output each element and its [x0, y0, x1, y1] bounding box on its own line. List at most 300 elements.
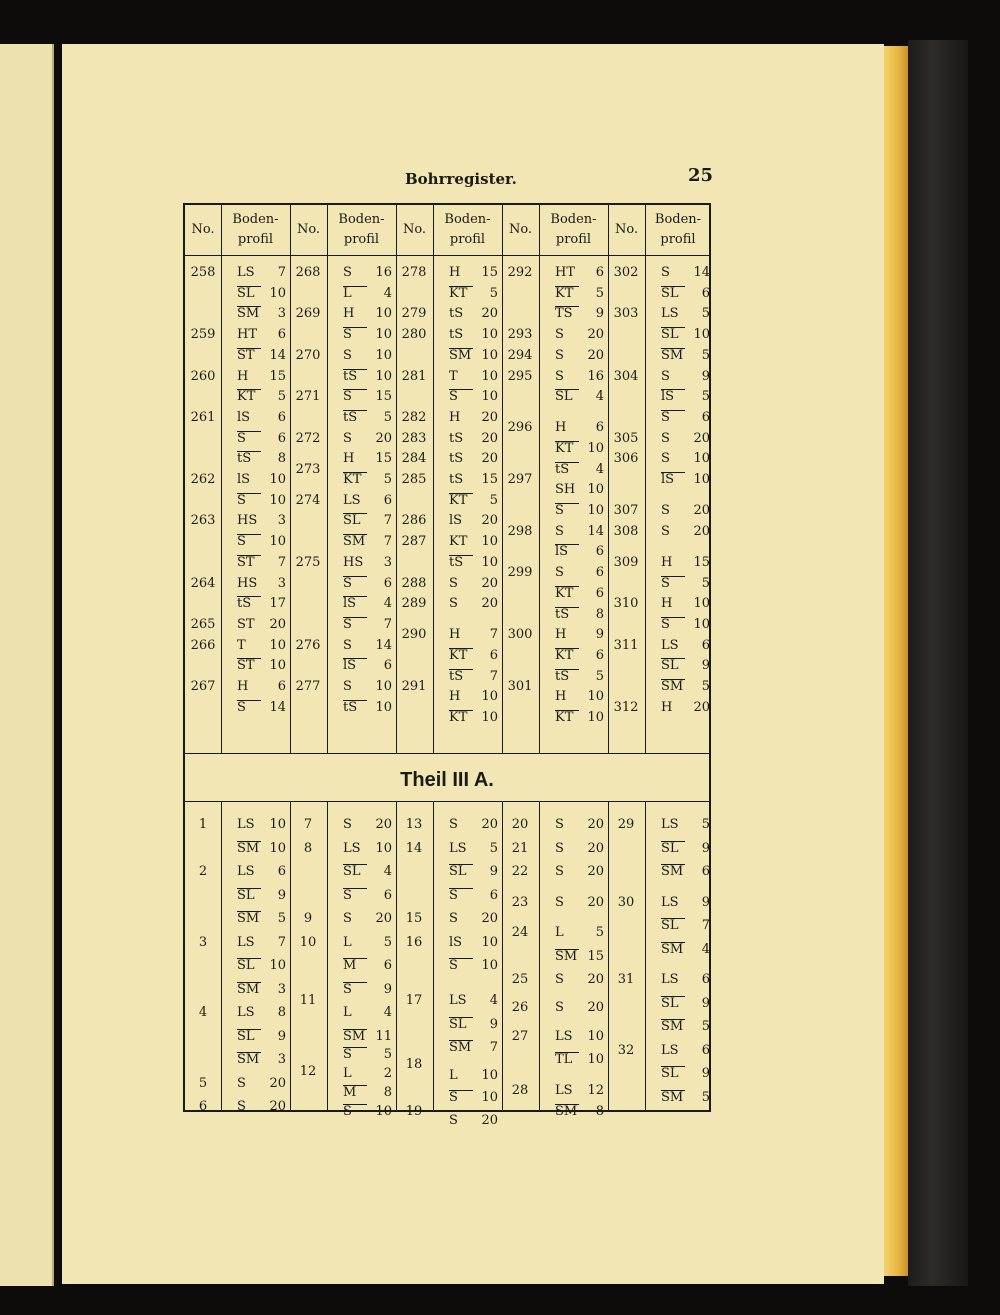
- upper-bore-number: 264: [190, 575, 216, 591]
- lower-profile-entry: [343, 1029, 392, 1044]
- soil-code: H: [343, 451, 355, 467]
- lower-profile-entry: [555, 817, 604, 832]
- soil-code: SL: [449, 864, 473, 878]
- soil-code: S: [343, 982, 367, 996]
- depth-value: 6: [277, 327, 286, 343]
- soil-code: SL: [343, 864, 367, 878]
- soil-code: S: [449, 1113, 458, 1129]
- upper-profile-entry: [661, 327, 710, 342]
- upper-bore-number: 303: [613, 306, 639, 322]
- soil-code: S: [343, 888, 367, 902]
- upper-profile-entry: [661, 451, 710, 466]
- upper-profile-entry: [343, 348, 392, 363]
- depth-value: 10: [693, 327, 710, 343]
- upper-profile-entry: [449, 555, 498, 570]
- depth-value: 14: [269, 699, 286, 715]
- soil-code: KT: [555, 710, 579, 724]
- lower-bore-number: 4: [198, 1005, 208, 1020]
- lower-profile-entry: [343, 888, 392, 903]
- soil-code: KT: [237, 389, 261, 403]
- soil-code: lS: [661, 389, 685, 403]
- upper-profile-entry: [237, 389, 286, 404]
- soil-code: H: [449, 409, 461, 425]
- upper-profile-entry: [449, 710, 498, 725]
- lower-bore-number: 14: [405, 840, 423, 856]
- soil-code: LS: [555, 1082, 573, 1098]
- header-no: No.: [508, 222, 533, 237]
- soil-code: SM: [449, 1040, 472, 1056]
- soil-code: lS: [449, 513, 463, 529]
- soil-code: L: [343, 1005, 352, 1020]
- depth-value: 6: [595, 647, 604, 663]
- soil-code: SM: [555, 1103, 578, 1119]
- soil-code: S: [661, 410, 685, 424]
- depth-value: 15: [375, 451, 392, 467]
- soil-code: SM: [555, 948, 578, 964]
- upper-bore-number: 309: [613, 554, 639, 570]
- soil-code: S: [449, 575, 458, 591]
- depth-value: 7: [277, 265, 286, 280]
- upper-profile-entry: [661, 524, 710, 539]
- header-profile-line-1: Boden-: [654, 212, 702, 227]
- upper-bore-number: 269: [295, 306, 321, 322]
- upper-profile-entry: [343, 493, 392, 508]
- soil-code: S: [661, 503, 670, 519]
- soil-code: LS: [343, 492, 361, 508]
- upper-profile-entry: [555, 482, 604, 497]
- section-rule-top: [185, 753, 709, 754]
- lower-profile-entry: [661, 996, 710, 1011]
- soil-code: lS: [449, 934, 463, 950]
- header-no: No.: [191, 222, 215, 237]
- soil-code: S: [343, 265, 352, 280]
- header-profile-line-2: profil: [343, 232, 380, 247]
- upper-profile-entry: [343, 265, 392, 280]
- depth-value: 10: [375, 840, 392, 856]
- lower-profile-entry: [661, 864, 710, 879]
- soil-code: LS: [343, 840, 361, 856]
- soil-code: lS: [237, 472, 251, 487]
- soil-code: tS: [555, 607, 579, 621]
- depth-value: 16: [375, 265, 392, 280]
- soil-code: S: [343, 327, 367, 341]
- lower-profile-entry: [449, 1040, 498, 1055]
- soil-code: S: [555, 817, 564, 832]
- column-rule: [645, 801, 646, 1110]
- soil-code: LS: [237, 934, 255, 950]
- soil-code: TL: [555, 1052, 579, 1066]
- depth-value: 6: [277, 864, 286, 879]
- soil-code: S: [555, 565, 564, 581]
- soil-code: SL: [661, 327, 685, 341]
- depth-value: 14: [375, 637, 392, 653]
- upper-profile-entry: [449, 286, 498, 301]
- depth-value: 7: [489, 668, 498, 684]
- depth-value: 20: [481, 575, 498, 591]
- depth-value: 6: [277, 409, 286, 425]
- soil-code: SM: [661, 864, 684, 879]
- upper-profile-entry: [661, 389, 710, 404]
- soil-code: H: [237, 368, 249, 384]
- column-rule: [433, 801, 434, 1110]
- lower-bore-number: 26: [511, 1000, 529, 1016]
- depth-value: 10: [375, 679, 392, 694]
- depth-value: 20: [587, 347, 604, 363]
- upper-profile-entry: [555, 265, 604, 280]
- upper-profile-entry: [343, 431, 392, 446]
- depth-value: 9: [489, 864, 498, 879]
- lower-bore-number: 24: [511, 925, 529, 941]
- header-no: No.: [402, 222, 427, 237]
- soil-code: SM: [237, 1052, 260, 1067]
- lower-profile-entry: [661, 895, 710, 910]
- upper-profile-entry: [343, 389, 392, 404]
- upper-bore-number: 281: [401, 368, 427, 384]
- header-profile-line-1: Boden-: [550, 212, 597, 227]
- soil-code: S: [449, 596, 458, 612]
- soil-code: S: [555, 840, 564, 856]
- depth-value: 6: [277, 679, 286, 694]
- soil-code: tS: [449, 555, 473, 569]
- upper-bore-number: 296: [507, 420, 533, 436]
- lower-bore-number: 17: [405, 993, 423, 1009]
- upper-profile-entry: [555, 627, 604, 642]
- lower-bore-number: 5: [198, 1075, 208, 1091]
- upper-profile-entry: [237, 513, 286, 528]
- header-rule: [185, 255, 709, 256]
- upper-profile-entry: [449, 327, 498, 342]
- lower-profile-entry: [343, 1047, 392, 1062]
- soil-code: HS: [343, 554, 364, 570]
- depth-value: 6: [595, 544, 604, 560]
- upper-profile-entry: [661, 679, 710, 694]
- depth-value: 10: [269, 472, 286, 487]
- depth-value: 10: [375, 327, 392, 343]
- upper-profile-entry: [661, 658, 710, 673]
- soil-code: SL: [237, 958, 261, 972]
- upper-profile-entry: [555, 306, 604, 321]
- upper-profile-entry: [237, 638, 286, 653]
- upper-profile-entry: [661, 348, 710, 363]
- depth-value: 6: [383, 958, 392, 973]
- soil-code: SL: [237, 1029, 261, 1043]
- soil-code: LS: [237, 864, 255, 879]
- depth-value: 10: [587, 482, 604, 498]
- soil-code: S: [661, 576, 685, 590]
- depth-value: 5: [701, 347, 710, 363]
- depth-value: 20: [693, 699, 710, 715]
- lower-profile-entry: [237, 841, 286, 856]
- lower-bore-number: 32: [617, 1042, 635, 1058]
- depth-value: 10: [481, 389, 498, 405]
- upper-bore-number: 290: [401, 627, 427, 643]
- upper-bore-number: 306: [613, 451, 639, 467]
- upper-profile-entry: [343, 306, 392, 321]
- soil-code: LS: [661, 637, 679, 653]
- depth-value: 10: [587, 503, 604, 519]
- header-no: No.: [296, 222, 321, 237]
- lower-bore-number: 9: [303, 911, 313, 926]
- lower-bore-number: 8: [303, 840, 313, 856]
- soil-code: S: [343, 1104, 367, 1118]
- depth-value: 7: [489, 1040, 498, 1056]
- depth-value: 10: [693, 451, 710, 467]
- upper-bore-number: 292: [507, 265, 533, 280]
- lower-profile-entry: [661, 1066, 710, 1081]
- lower-profile-entry: [661, 817, 710, 832]
- depth-value: 10: [375, 699, 392, 715]
- lower-profile-entry: [449, 1017, 498, 1032]
- lower-profile-entry: [343, 982, 392, 997]
- depth-value: 20: [587, 1000, 604, 1016]
- depth-value: 5: [277, 389, 286, 405]
- depth-value: 5: [595, 925, 604, 941]
- upper-profile-entry: [343, 286, 392, 301]
- soil-code: TS: [555, 306, 579, 320]
- upper-bore-number: 293: [507, 327, 533, 343]
- soil-code: lS: [343, 658, 367, 672]
- depth-value: 4: [383, 285, 392, 301]
- depth-value: 9: [701, 658, 710, 674]
- soil-code: T: [449, 368, 458, 384]
- upper-profile-entry: [237, 306, 286, 321]
- soil-code: H: [555, 627, 567, 643]
- soil-code: SM: [661, 941, 684, 957]
- upper-profile-entry: [449, 513, 498, 528]
- depth-value: 6: [595, 565, 604, 581]
- soil-code: LS: [661, 817, 679, 832]
- depth-value: 7: [277, 934, 286, 950]
- upper-bore-number: 285: [401, 472, 427, 487]
- upper-bore-number: 261: [190, 409, 216, 425]
- depth-value: 3: [277, 981, 286, 997]
- lower-bore-number: 2: [198, 864, 208, 879]
- upper-profile-entry: [555, 586, 604, 601]
- soil-code: S: [237, 700, 261, 714]
- column-rule: [327, 801, 328, 1110]
- depth-value: 2: [383, 1066, 392, 1082]
- lower-profile-entry: [661, 1043, 710, 1058]
- depth-value: 5: [383, 409, 392, 425]
- upper-bore-number: 287: [401, 534, 427, 550]
- upper-profile-entry: [661, 596, 710, 611]
- upper-bore-number: 270: [295, 347, 321, 363]
- depth-value: 8: [277, 451, 286, 467]
- soil-code: LS: [237, 817, 255, 832]
- depth-value: 9: [277, 1028, 286, 1044]
- depth-value: 10: [693, 596, 710, 612]
- upper-profile-entry: [555, 710, 604, 725]
- upper-profile-entry: [343, 534, 392, 549]
- soil-code: LS: [237, 1005, 255, 1020]
- depth-value: 5: [489, 840, 498, 856]
- soil-code: KT: [449, 493, 473, 507]
- upper-bore-number: 271: [295, 389, 321, 405]
- lower-profile-entry: [237, 888, 286, 903]
- upper-bore-number: 300: [507, 627, 533, 643]
- soil-code: HT: [237, 327, 258, 343]
- soil-code: tS: [343, 410, 367, 424]
- header-profile-line-1: Boden-: [338, 212, 385, 227]
- column-rule: [290, 205, 291, 753]
- depth-value: 20: [269, 1099, 286, 1114]
- lower-profile-entry: [555, 895, 604, 910]
- soil-code: H: [237, 679, 249, 694]
- upper-profile-entry: [555, 441, 604, 456]
- lower-profile-entry: [449, 993, 498, 1008]
- depth-value: 20: [481, 409, 498, 425]
- lower-profile-entry: [661, 918, 710, 933]
- soil-code: KT: [555, 441, 579, 455]
- upper-profile-entry: [661, 700, 710, 715]
- soil-code: tS: [343, 369, 367, 383]
- header-profile: [221, 205, 290, 255]
- upper-bore-number: 272: [295, 430, 321, 446]
- depth-value: 20: [481, 911, 498, 926]
- depth-value: 4: [489, 993, 498, 1009]
- depth-value: 10: [481, 710, 498, 726]
- upper-profile-entry: [661, 617, 710, 632]
- soil-code: LS: [661, 972, 679, 988]
- upper-bore-number: 308: [613, 523, 639, 539]
- upper-profile-entry: [449, 596, 498, 611]
- facing-page: [0, 44, 54, 1286]
- upper-bore-number: 262: [190, 472, 216, 487]
- upper-bore-number: 279: [401, 306, 427, 322]
- depth-value: 9: [277, 887, 286, 903]
- lower-profile-entry: [449, 841, 498, 856]
- soil-code: S: [661, 265, 670, 280]
- soil-code: LS: [661, 1042, 679, 1058]
- section-title: Theil III A.: [400, 769, 494, 791]
- depth-value: 9: [701, 368, 710, 384]
- lower-profile-entry: [449, 958, 498, 973]
- soil-code: tS: [237, 451, 261, 465]
- upper-profile-entry: [237, 493, 286, 508]
- upper-bore-number: 305: [613, 430, 639, 446]
- depth-value: 20: [481, 513, 498, 529]
- upper-profile-entry: [661, 369, 710, 384]
- lower-bore-number: 19: [405, 1103, 423, 1119]
- depth-value: 10: [481, 1068, 498, 1084]
- soil-code: SH: [555, 482, 576, 498]
- soil-code: L: [343, 286, 367, 300]
- depth-value: 6: [489, 887, 498, 903]
- header-profile: [539, 205, 608, 255]
- soil-code: S: [343, 389, 367, 403]
- lower-profile-entry: [449, 911, 498, 926]
- upper-profile-entry: [555, 420, 604, 435]
- soil-code: lS: [661, 472, 685, 486]
- soil-code: T: [237, 637, 246, 653]
- soil-code: ST: [237, 616, 255, 632]
- lower-bore-number: 27: [511, 1028, 529, 1044]
- soil-code: LS: [449, 840, 467, 856]
- lower-profile-entry: [661, 841, 710, 856]
- upper-profile-entry: [343, 410, 392, 425]
- lower-profile-entry: [343, 1085, 392, 1100]
- soil-code: SM: [237, 981, 260, 997]
- depth-value: 20: [375, 911, 392, 926]
- lower-profile-entry: [237, 958, 286, 973]
- soil-code: S: [449, 389, 473, 403]
- depth-value: 10: [269, 840, 286, 856]
- depth-value: 7: [383, 534, 392, 550]
- soil-code: tS: [449, 451, 464, 467]
- upper-profile-entry: [555, 565, 604, 580]
- soil-code: S: [661, 451, 670, 467]
- upper-profile-entry: [237, 265, 286, 280]
- depth-value: 10: [587, 440, 604, 456]
- lower-profile-entry: [449, 817, 498, 832]
- depth-value: 8: [383, 1084, 392, 1100]
- upper-profile-entry: [555, 348, 604, 363]
- upper-profile-entry: [449, 534, 498, 549]
- upper-profile-entry: [555, 544, 604, 559]
- soil-code: S: [661, 617, 685, 631]
- depth-value: 8: [595, 1103, 604, 1119]
- depth-value: 5: [277, 911, 286, 926]
- depth-value: 10: [481, 958, 498, 973]
- upper-bore-number: 307: [613, 503, 639, 519]
- lower-bore-number: 10: [299, 934, 317, 950]
- header-profile-line-2: profil: [237, 232, 274, 247]
- lower-profile-entry: [343, 817, 392, 832]
- soil-code: S: [343, 1047, 367, 1061]
- lower-profile-entry: [449, 1068, 498, 1083]
- depth-value: 10: [269, 958, 286, 973]
- depth-value: 3: [277, 306, 286, 322]
- lower-bore-number: 7: [303, 817, 313, 832]
- upper-profile-entry: [555, 327, 604, 342]
- upper-profile-entry: [237, 431, 286, 446]
- upper-bore-number: 286: [401, 513, 427, 529]
- lower-profile-entry: [661, 1019, 710, 1034]
- depth-value: 14: [269, 347, 286, 363]
- soil-code: LS: [661, 306, 679, 322]
- soil-code: S: [343, 576, 367, 590]
- header-profile-line-1: Boden-: [444, 212, 491, 227]
- upper-profile-entry: [661, 410, 710, 425]
- upper-profile-entry: [237, 700, 286, 715]
- depth-value: 7: [489, 627, 498, 643]
- lower-profile-entry: [449, 1090, 498, 1105]
- depth-value: 10: [375, 1103, 392, 1119]
- depth-value: 20: [693, 503, 710, 519]
- depth-value: 6: [701, 409, 710, 425]
- upper-profile-entry: [449, 389, 498, 404]
- header-profile-line-2: profil: [660, 232, 696, 247]
- depth-value: 5: [701, 306, 710, 322]
- upper-bore-number: 263: [190, 513, 216, 529]
- soil-code: KT: [449, 710, 473, 724]
- upper-bore-number: 273: [295, 461, 321, 477]
- upper-profile-entry: [449, 627, 498, 642]
- soil-code: HT: [555, 265, 576, 280]
- upper-profile-entry: [343, 638, 392, 653]
- depth-value: 9: [701, 840, 710, 856]
- upper-profile-entry: [555, 607, 604, 622]
- soil-code: SM: [661, 347, 684, 363]
- soil-code: KT: [449, 648, 473, 662]
- upper-profile-entry: [661, 306, 710, 321]
- soil-code: SL: [343, 513, 367, 527]
- depth-value: 15: [587, 948, 604, 964]
- depth-value: 7: [383, 616, 392, 632]
- depth-value: 8: [277, 1005, 286, 1020]
- soil-code: S: [661, 523, 670, 539]
- upper-bore-number: 298: [507, 523, 533, 539]
